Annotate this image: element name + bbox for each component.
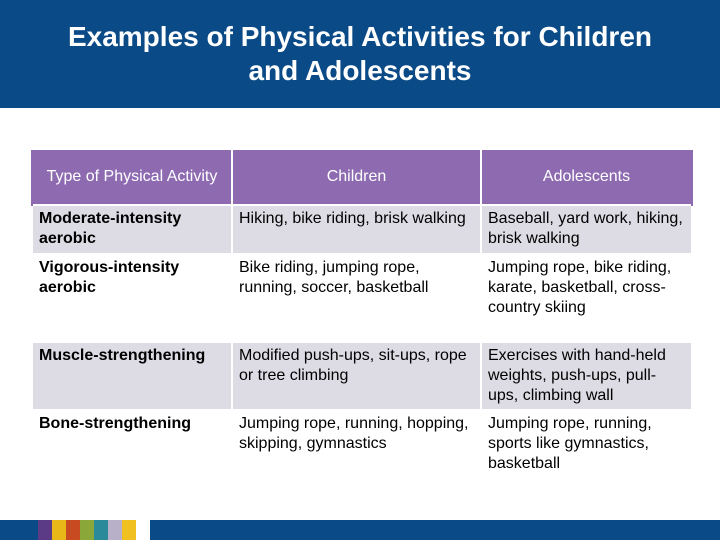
adolescents-cell: Jumping rope, bike riding, karate, basketball, cross-country skiing — [481, 254, 692, 342]
header-type: Type of Physical Activity — [32, 150, 232, 205]
color-swatch-7 — [122, 520, 136, 540]
slide-title — [20, 20, 700, 88]
table-header-row — [32, 150, 692, 205]
children-cell: Bike riding, jumping rope, running, soccer, basketball — [232, 254, 481, 342]
color-swatch-6 — [108, 520, 122, 540]
table-row — [32, 254, 692, 342]
type-cell: Muscle-strengthening — [32, 342, 232, 410]
activity-table — [31, 150, 693, 480]
table-row — [32, 410, 692, 480]
children-cell: Hiking, bike riding, brisk walking — [232, 205, 481, 254]
type-cell: Bone-strengthening — [32, 410, 232, 480]
color-swatch-3 — [66, 520, 80, 540]
adolescents-cell: Exercises with hand-held weights, push-ups, pull-ups, climbing wall — [481, 342, 692, 410]
color-swatch-8 — [136, 520, 150, 540]
adolescents-cell: Baseball, yard work, hiking, brisk walking — [481, 205, 692, 254]
header-adolescents: Adolescents — [481, 150, 692, 205]
children-cell: Jumping rope, running, hopping, skipping, gymnastics — [232, 410, 481, 480]
color-swatch-4 — [80, 520, 94, 540]
table-row — [32, 205, 692, 254]
color-swatch-2 — [52, 520, 66, 540]
type-cell: Vigorous-intensity aerobic — [32, 254, 232, 342]
children-cell: Modified push-ups, sit-ups, rope or tree climbing — [232, 342, 481, 410]
header-children: Children — [232, 150, 481, 205]
slide-title-line-1: Examples of Physical Activities for Children — [67, 21, 653, 52]
table-row — [32, 342, 692, 410]
type-cell: Moderate-intensity aerobic — [32, 205, 232, 254]
color-swatch-1 — [38, 520, 52, 540]
adolescents-cell: Jumping rope, running, sports like gymnastics, basketball — [481, 410, 692, 480]
color-swatch-5 — [94, 520, 108, 540]
slide-title-line-2: and Adolescents — [248, 55, 472, 86]
